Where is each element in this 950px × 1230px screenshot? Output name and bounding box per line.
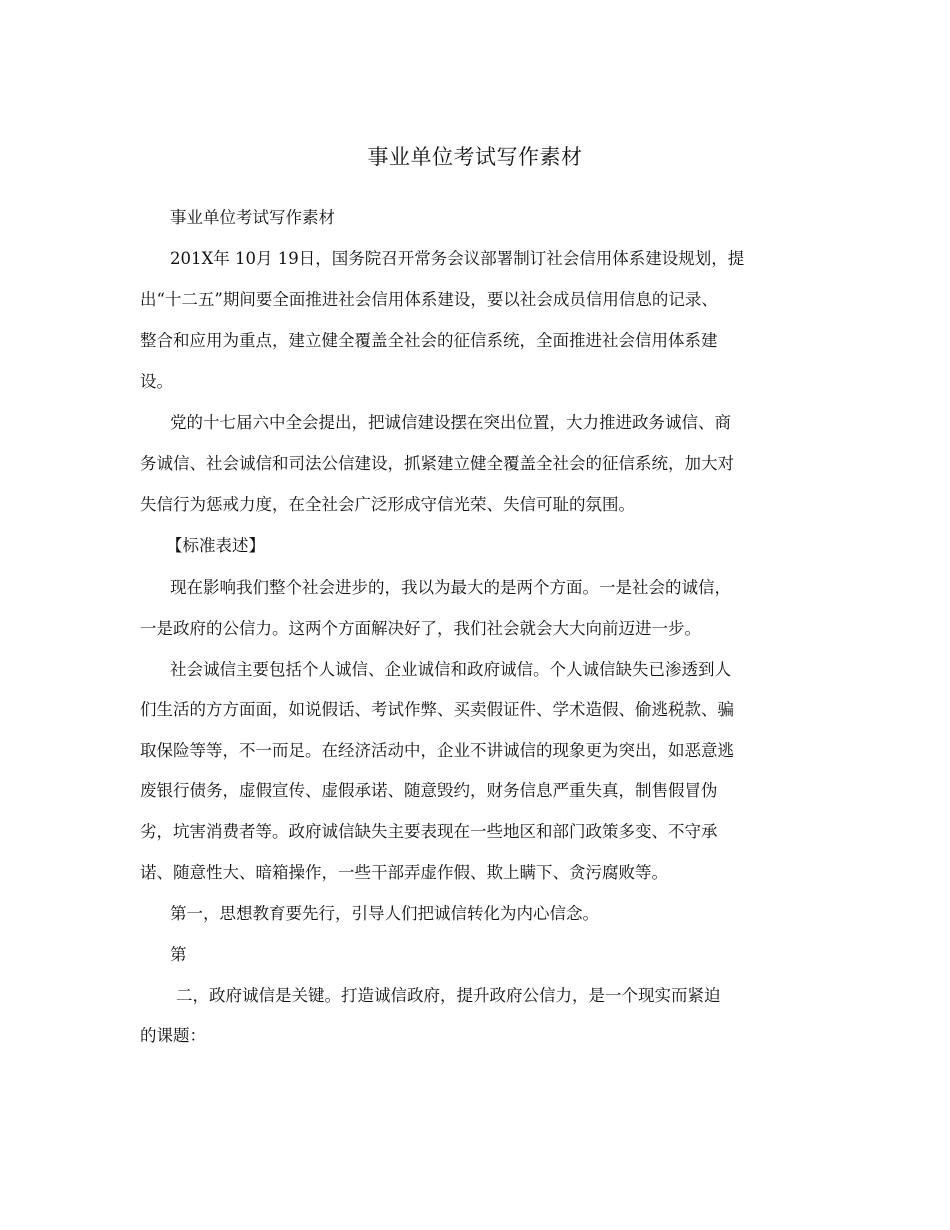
paragraph-line: 的课题：: [140, 1026, 206, 1045]
paragraph-line: 出“十二五”期间要全面推进社会信用体系建设，要以社会成员信用信息的记录、: [140, 290, 718, 309]
paragraph-line: 第一，思想教育要先行，引导人们把诚信转化为内心信念。: [170, 904, 599, 923]
paragraph-line: 诺、随意性大、暗箱操作，一些干部弄虚作假、欺上瞒下、贪污腐败等。: [140, 863, 668, 882]
page-title: 事业单位考试写作素材: [367, 145, 583, 169]
paragraph-line: 第: [170, 945, 187, 964]
paragraph-line: 失信行为惩戒力度，在全社会广泛形成守信光荣、失信可耻的氛围。: [140, 495, 635, 514]
subtitle: 事业单位考试写作素材: [170, 208, 335, 227]
paragraph-line: 现在影响我们整个社会进步的，我以为最大的是两个方面。一是社会的诚信，: [170, 578, 731, 597]
paragraph-line: 一是政府的公信力。这两个方面解决好了，我们社会就会大大向前迈进一步。: [140, 619, 701, 638]
paragraph-line: 废银行债务，虚假宣传、虚假承诺、随意毁约，财务信息严重失真，制售假冒伪: [140, 781, 718, 800]
paragraph-line: 劣，坑害消费者等。政府诚信缺失主要表现在一些地区和部门政策多变、不守承: [140, 822, 718, 841]
paragraph-line: 取保险等等，不一而足。在经济活动中，企业不讲诚信的现象更为突出，如恶意逃: [140, 741, 734, 760]
paragraph-line: 整合和应用为重点，建立健全覆盖全社会的征信系统，全面推进社会信用体系建: [140, 331, 718, 350]
paragraph-line: 201X年 10月 19日，国务院召开常务会议部署制订社会信用体系建设规划，提: [170, 249, 745, 268]
paragraph-line: 社会诚信主要包括个人诚信、企业诚信和政府诚信。个人诚信缺失已渗透到人: [170, 660, 731, 679]
section-heading: 【标准表述】: [166, 536, 265, 555]
paragraph-line: 设。: [140, 372, 173, 391]
paragraph-line: 务诚信、社会诚信和司法公信建设，抓紧建立健全覆盖全社会的征信系统，加大对: [140, 454, 734, 473]
paragraph-line: 二，政府诚信是关键。打造诚信政府，提升政府公信力，是一个现实而紧迫: [176, 986, 721, 1005]
paragraph-line: 党的十七届六中全会提出，把诚信建设摆在突出位置，大力推进政务诚信、商: [170, 413, 731, 432]
paragraph-line: 们生活的方方面面，如说假话、考试作弊、买卖假证件、学术造假、偷逃税款、骗: [140, 700, 734, 719]
